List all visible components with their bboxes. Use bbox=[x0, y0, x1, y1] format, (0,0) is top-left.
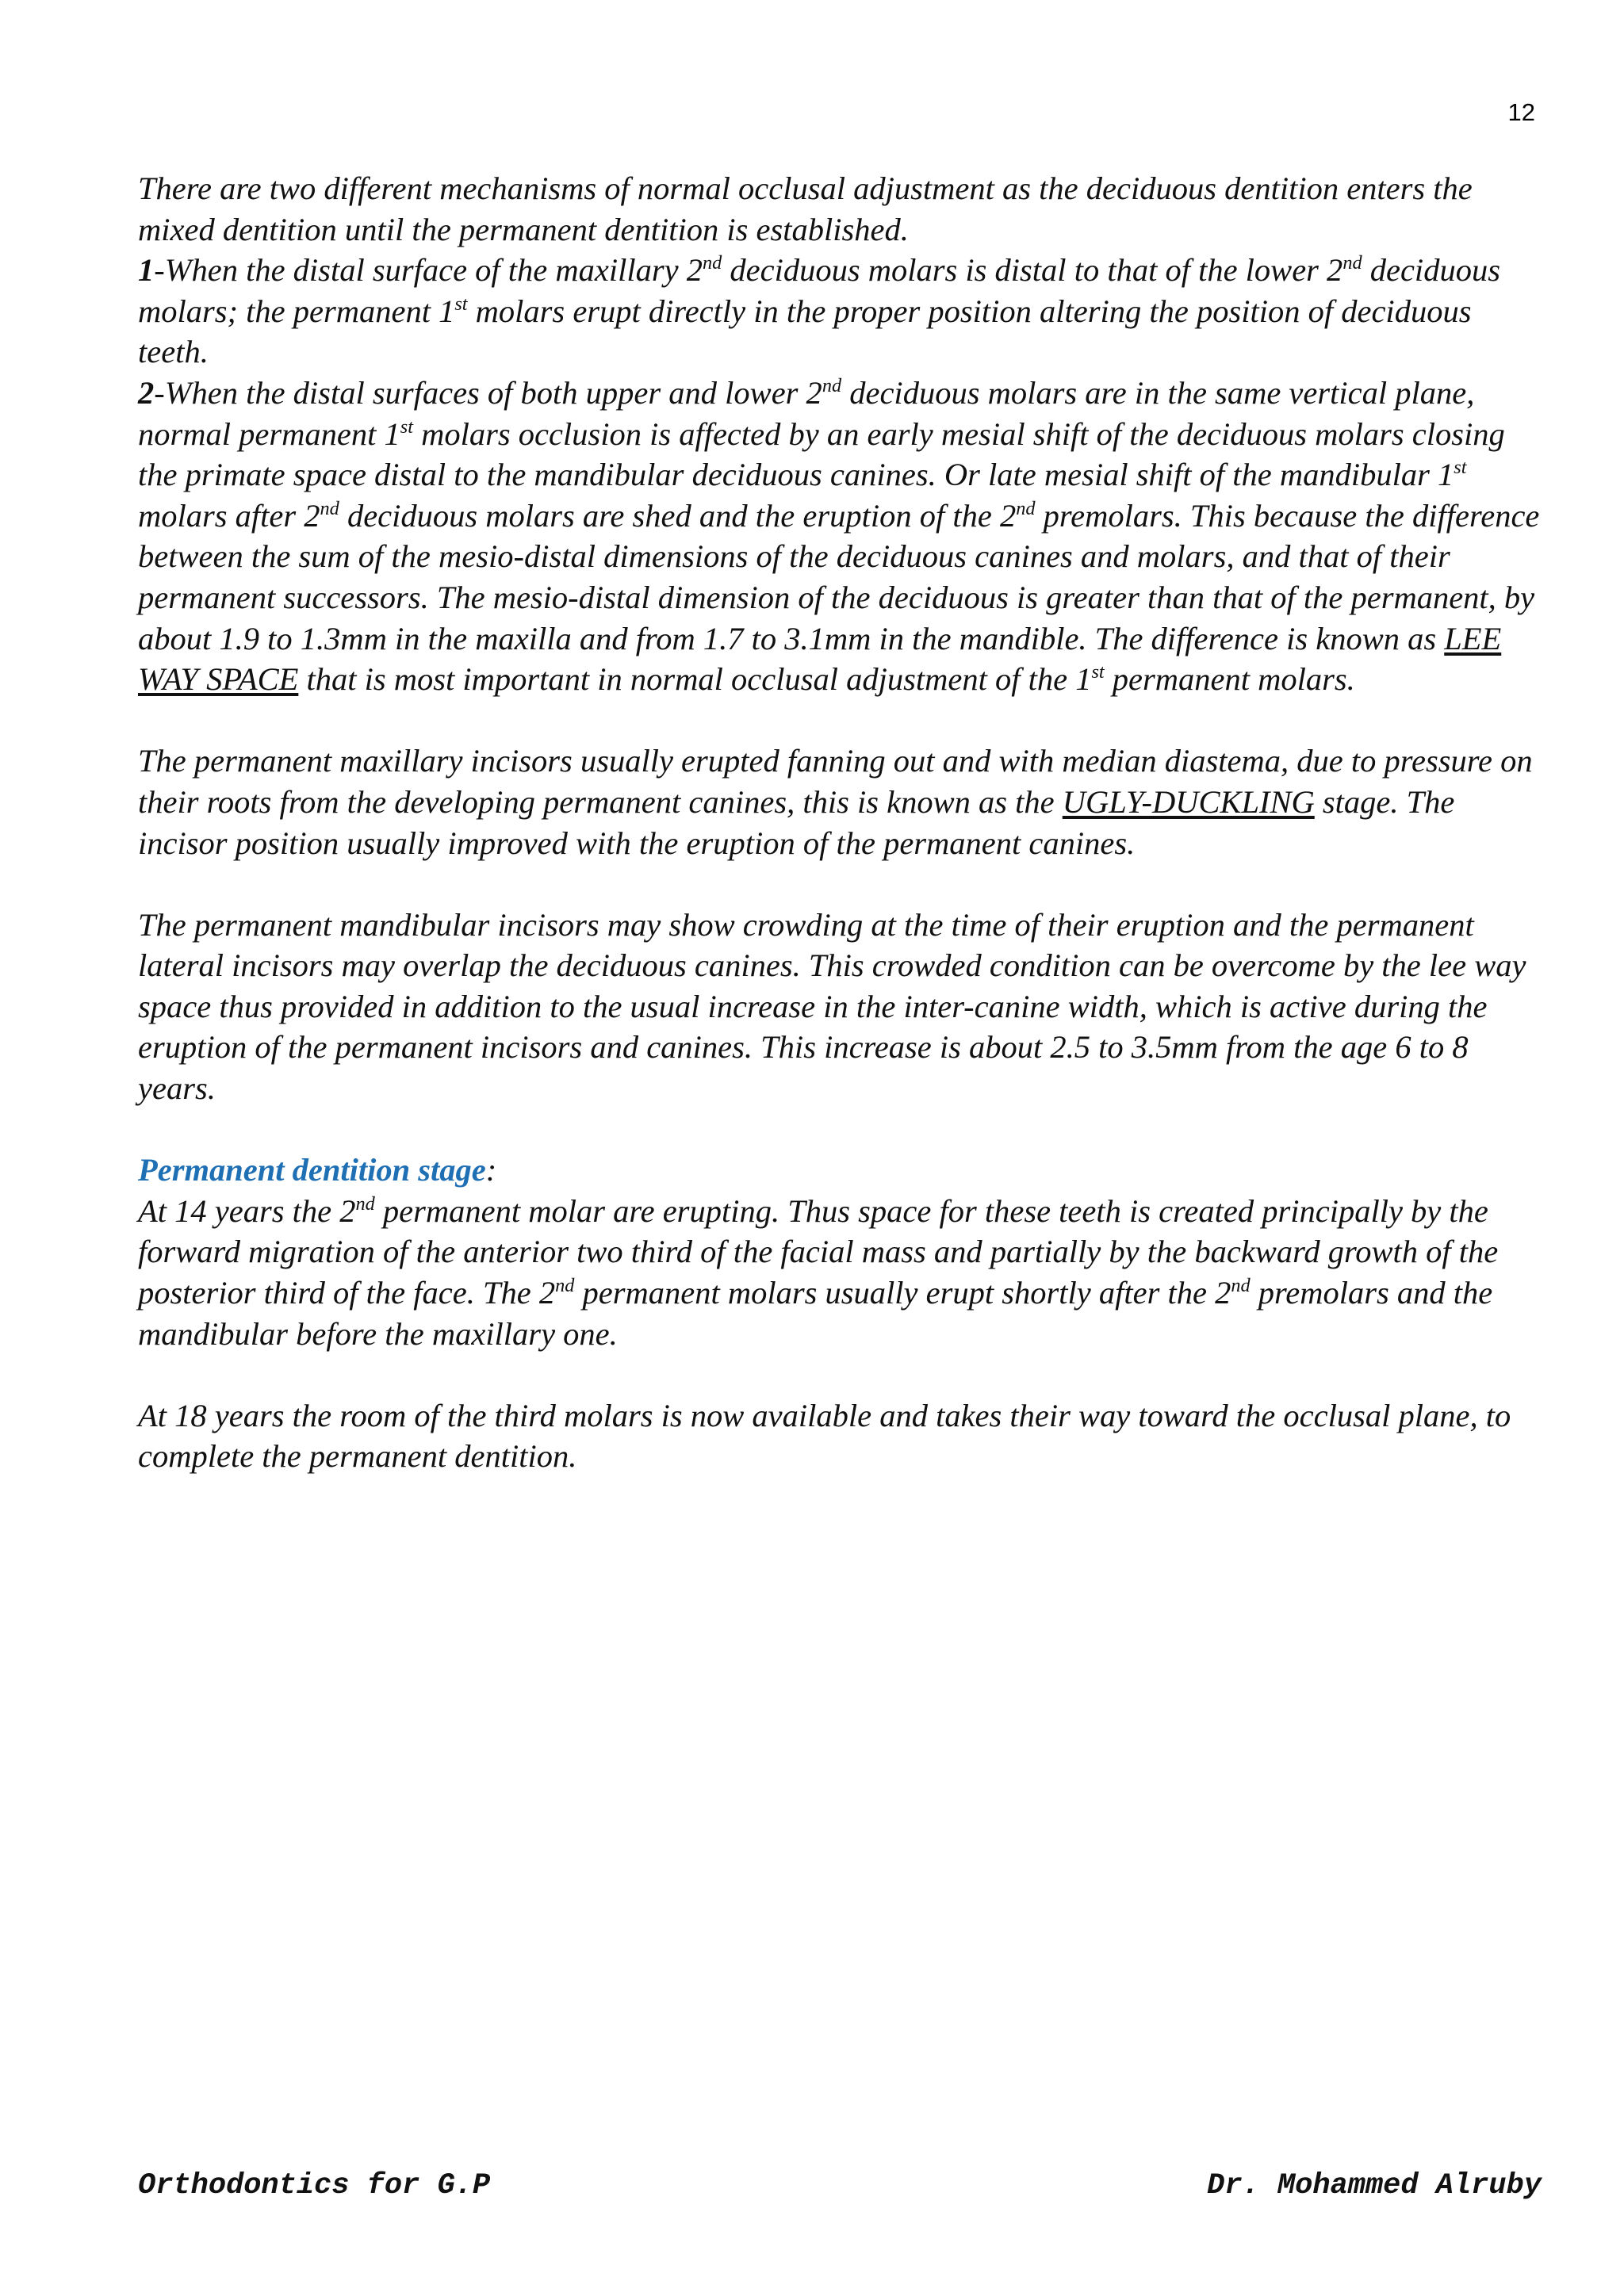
paragraph-mandibular-incisors bbox=[138, 905, 1542, 1109]
ordinal-suffix: st bbox=[1454, 457, 1467, 479]
text-run: deciduous molars is distal to that of the lower 2 bbox=[722, 252, 1343, 289]
page-number: 12 bbox=[1507, 98, 1535, 126]
ordinal-suffix: nd bbox=[1342, 252, 1362, 274]
text-run: molars occlusion is affected by an early mesial shift of the deciduous molars closing the primate space distal to the mandibular deciduous canines. Or late mesial shift of the mandibular 1 bbox=[138, 415, 1505, 493]
heading-colon: : bbox=[485, 1152, 497, 1188]
text-run: deciduous molars are shed and the eruption of the 2 bbox=[339, 497, 1017, 534]
ordinal-suffix: nd bbox=[703, 252, 722, 274]
paragraph-mechanism-2 bbox=[138, 373, 1542, 700]
paragraph-ugly-duckling bbox=[138, 740, 1542, 863]
text-run: deciduous molars; the permanent 1 bbox=[138, 252, 1500, 329]
text-run: -When the distal surface of the maxillary 2 bbox=[154, 252, 703, 289]
text-run: At 14 years the 2 bbox=[138, 1192, 356, 1229]
ordinal-suffix: nd bbox=[1231, 1274, 1251, 1296]
text-run: At 18 years the room of the third molars is now available and takes their way toward the occlusal plane, to complete the permanent dentition. bbox=[138, 1397, 1511, 1475]
text-run: permanent molars usually erupt shortly after the 2 bbox=[574, 1275, 1231, 1311]
intro-text: There are two different mechanisms of normal occlusal adjustment as the deciduous dentition enters the mixed dentition until the permanent dentition is established. bbox=[138, 170, 1473, 247]
paragraph-third-molars bbox=[138, 1395, 1542, 1477]
ordinal-suffix: st bbox=[400, 415, 413, 438]
text-run: permanent molar are erupting. Thus space for these teeth is created principally by the forward migration of the anterior two third of the facial mass and partially by the backward growth of the posterior third of the face. The 2 bbox=[138, 1192, 1499, 1311]
footer-author: Dr. Mohammed Alruby bbox=[1207, 2169, 1542, 2202]
term-ugly-duckling: UGLY-DUCKLING bbox=[1062, 783, 1315, 820]
ordinal-suffix: st bbox=[454, 293, 468, 315]
paragraph-mechanism-1 bbox=[138, 250, 1542, 373]
list-number-2: 2 bbox=[138, 374, 155, 411]
ordinal-suffix: nd bbox=[555, 1274, 575, 1296]
paragraph-permanent-stage bbox=[138, 1150, 1542, 1354]
text-run: permanent molars. bbox=[1104, 661, 1355, 698]
ordinal-suffix: nd bbox=[355, 1192, 375, 1215]
text-run: deciduous molars are in the same vertical plane, normal permanent 1 bbox=[138, 374, 1475, 452]
text-run: premolars. This because the difference between the sum of the mesio-distal dimensions of the deciduous canines and molars, and that of their permanent successors. The mesio-distal dimension of the deciduous is greater than that of the permanent, by about 1.9 to 1.3mm in the maxilla and from 1.7 to 3.1mm in the mandible. The difference is known as bbox=[138, 497, 1540, 656]
ordinal-suffix: nd bbox=[822, 374, 842, 396]
list-number-1: 1 bbox=[138, 252, 155, 289]
text-run: stage. The incisor position usually improved with the eruption of the permanent canines. bbox=[138, 783, 1455, 861]
paragraph-intro bbox=[138, 168, 1542, 250]
ordinal-suffix: nd bbox=[320, 497, 339, 519]
text-run: The permanent mandibular incisors may show crowding at the time of their eruption and the permanent lateral incisors may overlap the deciduous canines. This crowded condition can be overcome by the lee way space thus provided in addition to the usual increase in the inter-canine width, which is active during the eruption of the permanent incisors and canines. This increase is about 2.5 to 3.5mm from the age 6 to 8 years. bbox=[138, 906, 1526, 1107]
text-run: The permanent maxillary incisors usually erupted fanning out and with median diastema, due to pressure on their roots from the developing permanent canines, this is known as the bbox=[138, 743, 1533, 820]
section-heading: Permanent dentition stage bbox=[138, 1152, 486, 1188]
term-lee-way-space: LEE WAY SPACE bbox=[138, 620, 1502, 698]
text-run: molars after 2 bbox=[138, 497, 320, 534]
text-run: -When the distal surfaces of both upper and lower 2 bbox=[154, 374, 822, 411]
document-body bbox=[138, 168, 1542, 1518]
text-run: premolars and the mandibular before the maxillary one. bbox=[138, 1275, 1493, 1352]
ordinal-suffix: st bbox=[1091, 661, 1105, 683]
text-run: that is most important in normal occlusal adjustment of the 1 bbox=[298, 661, 1092, 698]
text-run: molars erupt directly in the proper position altering the position of deciduous teeth. bbox=[138, 293, 1472, 370]
ordinal-suffix: nd bbox=[1016, 497, 1036, 519]
footer-book-title: Orthodontics for G.P bbox=[138, 2169, 491, 2202]
